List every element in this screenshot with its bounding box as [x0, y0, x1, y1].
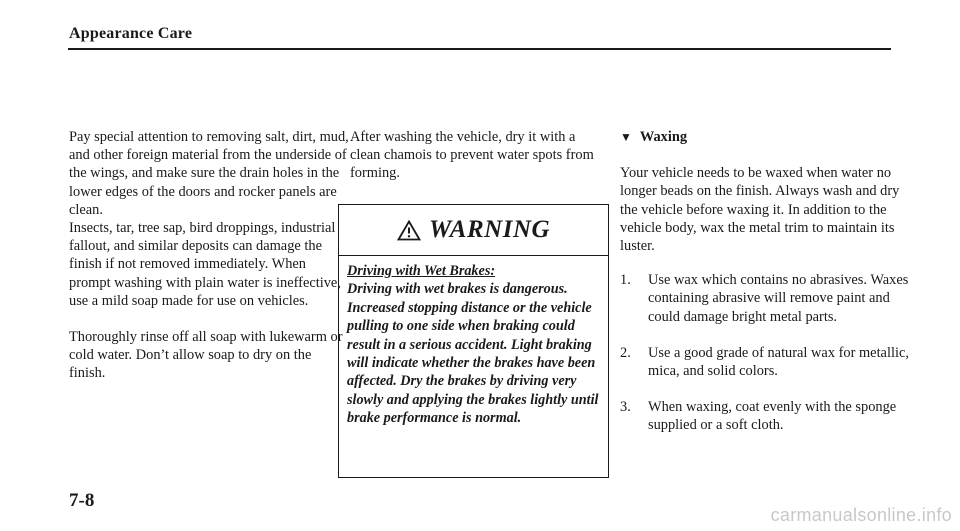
- right-column: [620, 128, 910, 453]
- warning-box: [338, 204, 609, 478]
- page-title: Appearance Care: [69, 25, 193, 42]
- list-item-number: 2.: [620, 344, 631, 361]
- list-item: [620, 398, 910, 434]
- section-heading-label: Waxing: [639, 129, 688, 145]
- warning-title: WARNING: [428, 216, 551, 243]
- warning-body: [339, 256, 608, 428]
- left-column: [69, 128, 349, 383]
- warning-text: Driving with wet brakes is dangerous. Increased stopping distance or the vehicle pulling to one side when braking could result in a serious accident. Light braking will indicate whether the brakes have been affected. Dry the brakes by driving very slowly and applying the brakes lightly until brake performance is normal.: [347, 281, 599, 427]
- triangle-down-icon: ▼: [620, 130, 632, 144]
- header-divider: [68, 48, 891, 50]
- paragraph-dry: After washing the vehicle, dry it with a clean chamois to prevent water spots from forming.: [350, 129, 594, 182]
- list-item-text: Use wax which contains no abrasives. Waxes containing abrasive will remove paint and could damage bright metal parts.: [648, 272, 909, 325]
- section-heading-waxing: [620, 128, 910, 146]
- list-item: [620, 344, 910, 380]
- paragraph-rinse: Thoroughly rinse off all soap with lukewarm or cold water. Don’t allow soap to dry on the finish.: [69, 329, 343, 382]
- list-item-text: Use a good grade of natural wax for metallic, mica, and solid colors.: [648, 344, 909, 380]
- paragraph-waxing: Your vehicle needs to be waxed when water no longer beads on the finish. Always wash and dry the vehicle before waxing it. In addition to the vehicle body, wax the metal trim to maintain its luster.: [620, 165, 900, 255]
- watermark: carmanualsonline.info: [770, 505, 952, 525]
- paragraph-insects: Insects, tar, tree sap, bird droppings, industrial fallout, and similar deposits can damage the finish if not removed immediately. When prompt washing with plain water is ineffective, use a mild soap made for use on vehicles.: [69, 220, 341, 309]
- page-number: 7-8: [69, 490, 95, 511]
- waxing-list: [620, 271, 910, 434]
- list-item-text: When waxing, coat evenly with the sponge supplied or a soft cloth.: [648, 399, 897, 434]
- warning-header: [339, 205, 608, 256]
- warning-subtitle: Driving with Wet Brakes:: [347, 263, 496, 279]
- list-item-number: 1.: [620, 272, 631, 289]
- list-item-number: 3.: [620, 399, 631, 416]
- warning-triangle-icon: [397, 220, 421, 241]
- list-item: [620, 271, 910, 326]
- paragraph-underside: Pay special attention to removing salt, dirt, mud, and other foreign material from the underside of the wings, and make sure the drain holes in the lower edges of the doors and rocker panels are clean.: [69, 129, 349, 218]
- middle-column: [350, 128, 605, 183]
